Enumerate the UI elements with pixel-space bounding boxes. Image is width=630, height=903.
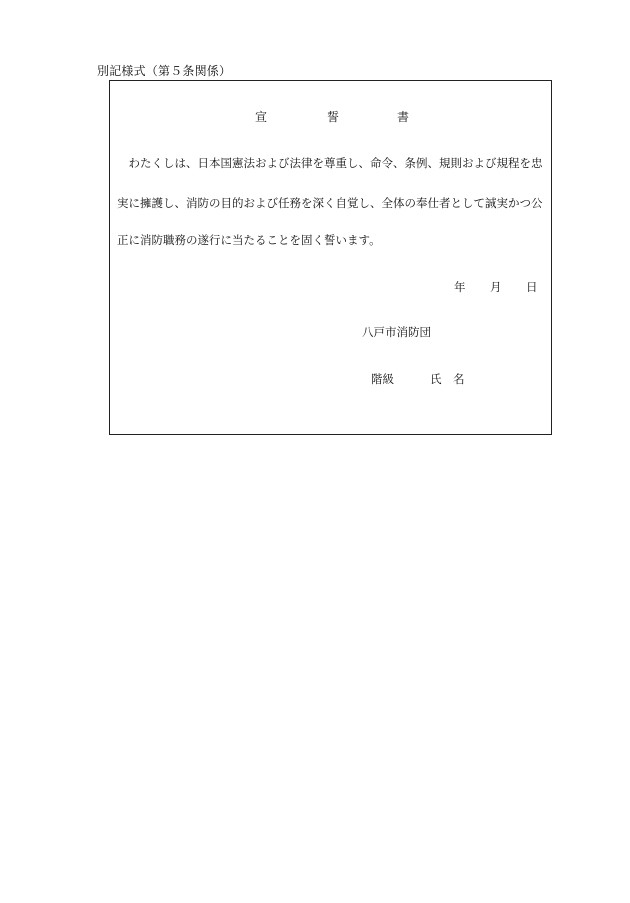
title-char-2: 誓	[327, 110, 340, 124]
date-day-label: 日	[526, 280, 538, 294]
name-label-char-1: 氏	[430, 372, 442, 386]
title-char-1: 宣	[255, 110, 268, 124]
oath-text-line-1: わたくしは、日本国憲法および法律を尊重し、命令、条例、規則および規程を忠	[117, 156, 543, 170]
form-number-heading: 別記様式（第５条関係）	[97, 64, 232, 78]
rank-label: 階級	[371, 372, 394, 386]
name-label-char-2: 名	[453, 372, 465, 386]
oath-text-line-3: 正に消防職務の遂行に当たることを固く誓います。	[117, 233, 381, 247]
date-year-label: 年	[454, 280, 466, 294]
organization-name: 八戸市消防団	[362, 325, 431, 339]
title-char-3: 書	[397, 110, 410, 124]
date-month-label: 月	[490, 280, 502, 294]
oath-form-box	[109, 80, 552, 435]
oath-text-line-2: 実に擁護し、消防の目的および任務を深く自覚し、全体の奉仕者として誠実かつ公	[117, 196, 543, 210]
